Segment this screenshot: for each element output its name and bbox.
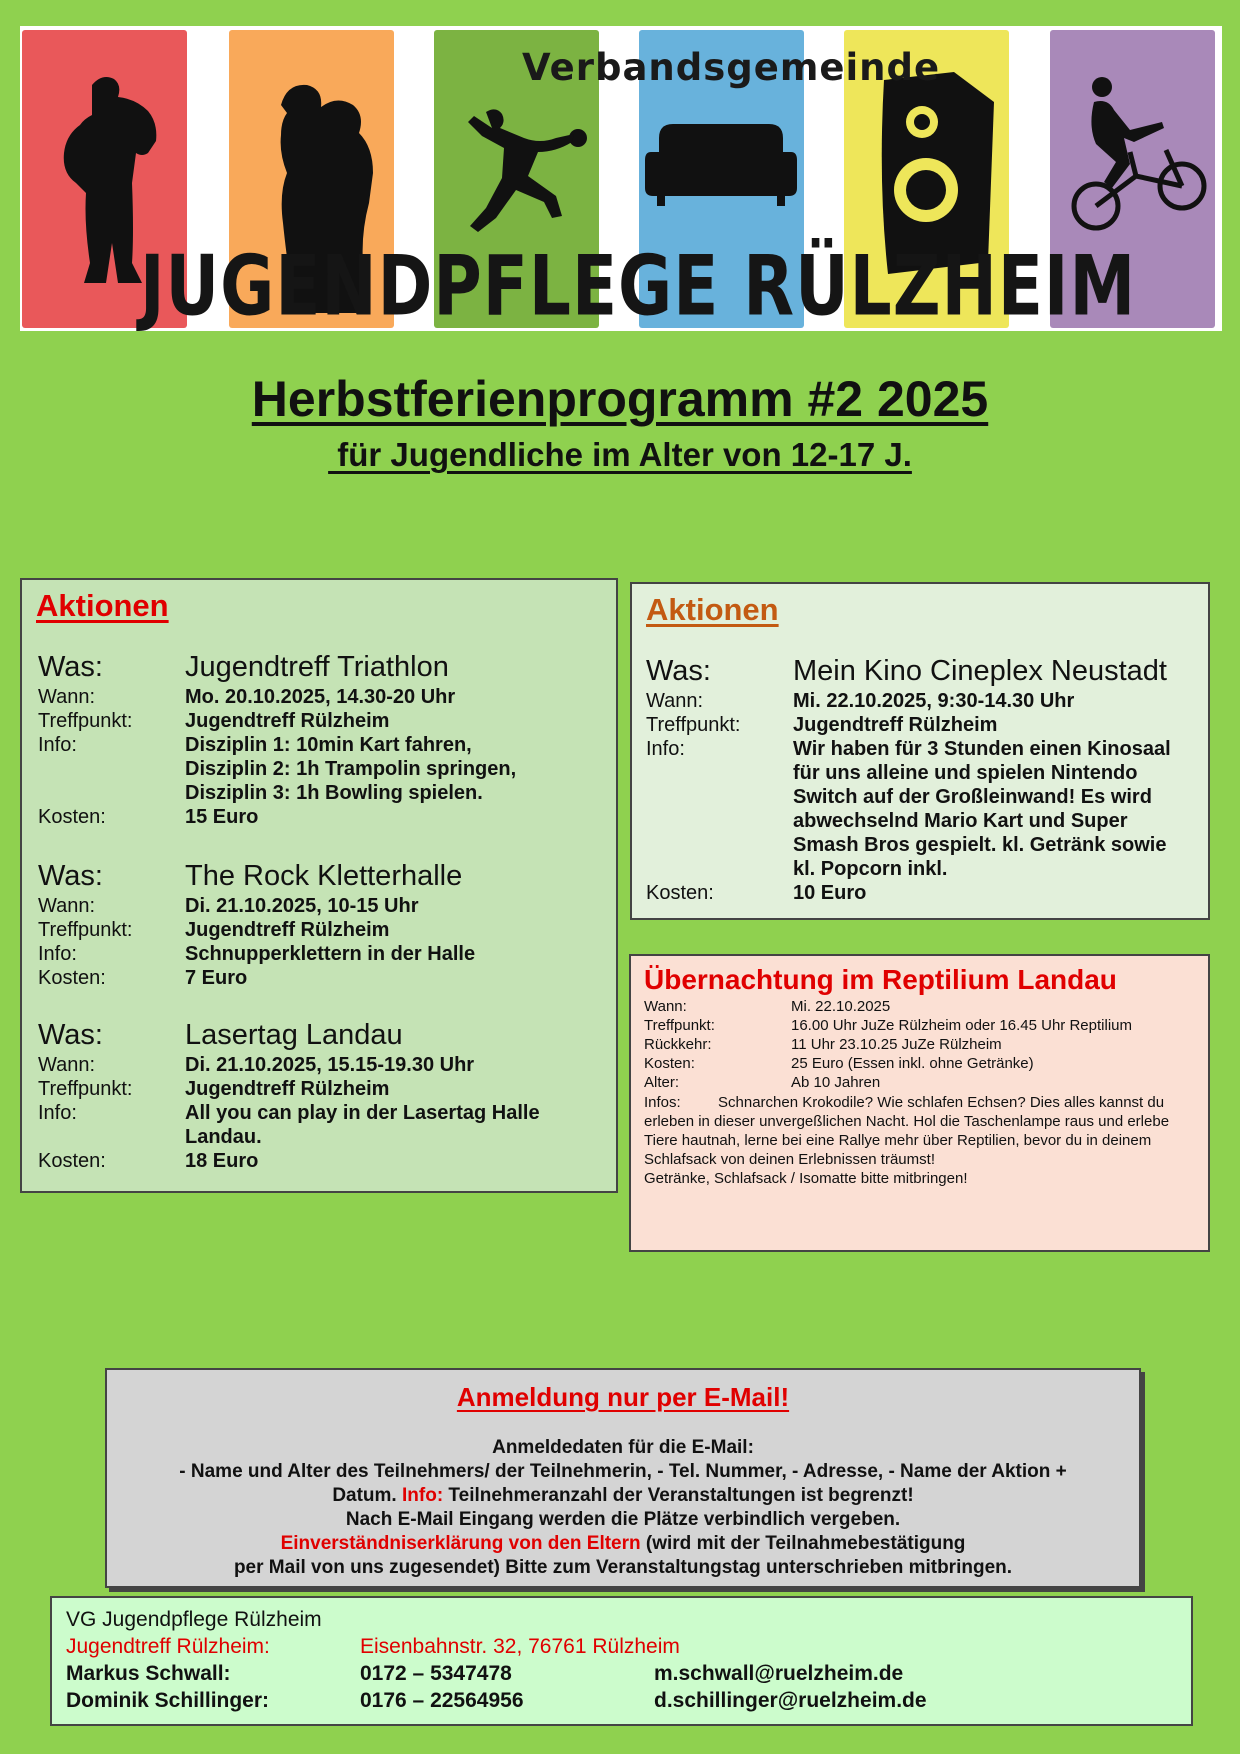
row-label: Wann: <box>644 998 687 1015</box>
registration-line-1: Anmeldedaten für die E-Mail: <box>492 1437 754 1458</box>
reptilium-title: Übernachtung im Reptilium Landau <box>644 964 1117 995</box>
row-value: Mi. 22.10.2025 <box>791 998 891 1015</box>
info-line: Switch auf der Großleinwand! Es wird <box>793 786 1152 808</box>
treff-value: Jugendtreff Rülzheim <box>185 919 390 941</box>
event-title: The Rock Kletterhalle <box>185 860 463 892</box>
info-line: Wir haben für 3 Stunden einen Kinosaal <box>793 738 1171 760</box>
reptilium-infos <box>644 1093 1199 1188</box>
contact-box <box>50 1596 1193 1726</box>
info-highlight: Info: <box>402 1485 444 1506</box>
event-title: Jugendtreff Triathlon <box>185 651 449 683</box>
kosten-value: 7 Euro <box>185 967 248 989</box>
page-subtitle-text: für Jugendliche im Alter von 12-17 J. <box>328 436 912 473</box>
reptilium-box <box>629 954 1210 1252</box>
registration-line-5 <box>107 1533 1139 1555</box>
was-label: Was: <box>38 1019 103 1051</box>
contact-name: Dominik Schillinger: <box>66 1689 270 1712</box>
infos-text: Schnarchen Krokodile? Wie schlafen Echsen? Dies alles kannst du erleben in dieser unvergeßlichen Nacht. Hol die Taschenlampe raus und erlebe Tiere hautnah, lerne bei eine Rallye mehr über Reptilien, bevor du in deinem Schlafsack von deinen Erlebnissen träumst! <box>644 1094 1170 1168</box>
treff-label: Treffpunkt: <box>646 714 741 736</box>
contact-name: Markus Schwall: <box>66 1662 231 1685</box>
kosten-label: Kosten: <box>38 967 106 989</box>
row-value: 11 Uhr 23.10.25 JuZe Rülzheim <box>791 1036 1002 1053</box>
wann-value: Mi. 22.10.2025, 9:30-14.30 Uhr <box>793 690 1075 712</box>
contact-email[interactable]: d.schillinger@ruelzheim.de <box>654 1689 927 1712</box>
left-actions-box <box>20 578 618 1193</box>
kosten-value: 15 Euro <box>185 806 259 828</box>
kosten-label: Kosten: <box>38 1150 106 1172</box>
wann-value: Di. 21.10.2025, 10-15 Uhr <box>185 895 419 917</box>
wann-label: Wann: <box>646 690 704 712</box>
row-label: Alter: <box>644 1074 680 1091</box>
wann-label: Wann: <box>38 686 96 708</box>
infos-extra: Getränke, Schlafsack / Isomatte bitte mitbringen! <box>644 1170 968 1187</box>
header-banner <box>20 26 1222 335</box>
info-line: abwechselnd Mario Kart und Super <box>793 810 1128 832</box>
jugendtreff-address: Eisenbahnstr. 32, 76761 Rülzheim <box>360 1635 680 1658</box>
info-line: All you can play in der Lasertag Halle <box>185 1102 540 1124</box>
left-actions-heading: Aktionen <box>36 588 169 623</box>
event-title: Lasertag Landau <box>185 1019 403 1051</box>
info-line: Landau. <box>185 1126 262 1148</box>
info-line: Smash Bros gespielt. kl. Getränk sowie <box>793 834 1167 856</box>
info-line: Schnupperklettern in der Halle <box>185 943 476 965</box>
event-title: Mein Kino Cineplex Neustadt <box>793 655 1167 687</box>
line3-end: Teilnehmeranzahl der Veranstaltungen ist begrenzt! <box>443 1485 914 1506</box>
registration-heading <box>107 1382 1139 1413</box>
info-line: Disziplin 1: 10min Kart fahren, <box>185 734 472 756</box>
consent-highlight: Einverständniserklärung von den Eltern <box>280 1533 641 1554</box>
page-title <box>0 370 1240 428</box>
treff-value: Jugendtreff Rülzheim <box>793 714 998 736</box>
page-subtitle <box>0 436 1240 474</box>
right-actions-box <box>630 582 1210 920</box>
info-label: Info: <box>38 1102 77 1124</box>
info-line: Disziplin 3: 1h Bowling spielen. <box>185 782 483 804</box>
registration-box <box>105 1368 1141 1588</box>
contact-phone[interactable]: 0176 – 22564956 <box>360 1689 524 1712</box>
row-value: 16.00 Uhr JuZe Rülzheim oder 16.45 Uhr Reptilium <box>791 1017 1132 1034</box>
info-line: kl. Popcorn inkl. <box>793 858 948 880</box>
jugendtreff-label: Jugendtreff Rülzheim: <box>66 1635 270 1658</box>
line5-end: (wird mit der Teilnahmebestätigung <box>640 1533 966 1554</box>
treff-value: Jugendtreff Rülzheim <box>185 1078 390 1100</box>
kosten-value: 18 Euro <box>185 1150 259 1172</box>
kosten-value: 10 Euro <box>793 882 867 904</box>
treff-label: Treffpunkt: <box>38 710 133 732</box>
row-label: Rückkehr: <box>644 1036 712 1053</box>
contact-org: VG Jugendpflege Rülzheim <box>66 1608 322 1631</box>
wann-label: Wann: <box>38 1054 96 1076</box>
treff-label: Treffpunkt: <box>38 1078 133 1100</box>
banner-main-text: JUGENDPFLEGE RÜLZHEIM <box>140 238 1137 335</box>
wann-value: Di. 21.10.2025, 15.15-19.30 Uhr <box>185 1054 475 1076</box>
info-label: Info: <box>38 734 77 756</box>
info-line: Disziplin 2: 1h Trampolin springen, <box>185 758 517 780</box>
registration-line-6: per Mail von uns zugesendet) Bitte zum Veranstaltungstag unterschrieben mitbringen. <box>233 1557 1013 1578</box>
row-value: Ab 10 Jahren <box>791 1074 881 1091</box>
wann-label: Wann: <box>38 895 96 917</box>
registration-line-2: - Name und Alter des Teilnehmers/ der Teilnehmerin, - Tel. Nummer, - Adresse, - Name der Aktion + <box>179 1461 1067 1482</box>
row-value: 25 Euro (Essen inkl. ohne Getränke) <box>791 1055 1034 1072</box>
infos-label: Infos: <box>644 1094 681 1111</box>
banner-top-text: Verbandsgemeinde <box>522 46 941 89</box>
kosten-label: Kosten: <box>646 882 714 904</box>
registration-line-4: Nach E-Mail Eingang werden die Plätze verbindlich vergeben. <box>345 1509 901 1530</box>
info-label: Info: <box>38 943 77 965</box>
kosten-label: Kosten: <box>38 806 106 828</box>
registration-line-3 <box>107 1485 1139 1507</box>
registration-heading-text: Anmeldung nur per E-Mail! <box>456 1382 790 1412</box>
line3-start: Datum. <box>332 1485 402 1506</box>
row-label: Kosten: <box>644 1055 695 1072</box>
wann-value: Mo. 20.10.2025, 14.30-20 Uhr <box>185 686 456 708</box>
treff-label: Treffpunkt: <box>38 919 133 941</box>
contact-phone[interactable]: 0172 – 5347478 <box>360 1662 512 1685</box>
treff-value: Jugendtreff Rülzheim <box>185 710 390 732</box>
row-label: Treffpunkt: <box>644 1017 715 1034</box>
info-line: für uns alleine und spielen Nintendo <box>793 762 1138 784</box>
right-actions-heading: Aktionen <box>646 592 779 627</box>
was-label: Was: <box>38 651 103 683</box>
page-title-text: Herbstferienprogramm #2 2025 <box>251 371 989 427</box>
was-label: Was: <box>38 860 103 892</box>
info-label: Info: <box>646 738 685 760</box>
was-label: Was: <box>646 655 711 687</box>
contact-email[interactable]: m.schwall@ruelzheim.de <box>654 1662 904 1685</box>
